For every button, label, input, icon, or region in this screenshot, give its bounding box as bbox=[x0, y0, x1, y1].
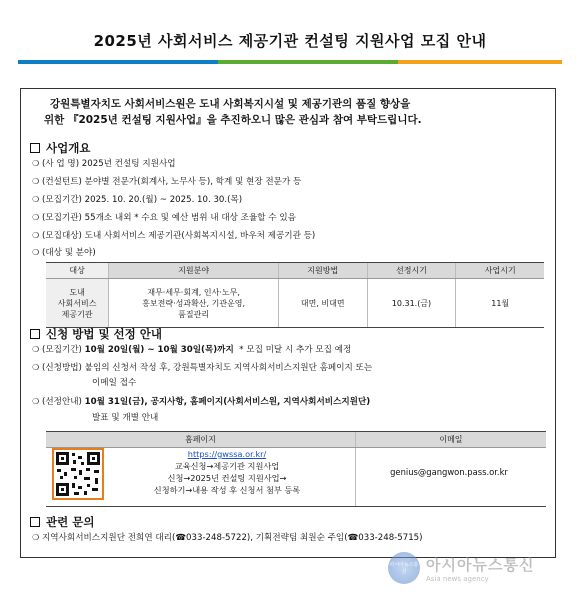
application-step: 신청하기→내용 작성 후 신청서 첨부 등록 bbox=[153, 485, 301, 495]
selection-cell: 10.31.(금) bbox=[367, 279, 456, 328]
homepage-info bbox=[112, 448, 342, 496]
table-header: 홈페이지 bbox=[46, 432, 355, 448]
bullet-icon: ❍ bbox=[32, 397, 40, 406]
bullet-icon: ❍ bbox=[32, 231, 40, 240]
qr-code-icon[interactable] bbox=[52, 448, 104, 500]
overview-item: ❍ (사 업 명) 2025년 컨설팅 지원사업 bbox=[32, 159, 176, 169]
bar-blue bbox=[18, 60, 218, 64]
application-step: 교육신청→제공기관 지원사업 bbox=[174, 461, 280, 471]
bar-orange bbox=[398, 60, 562, 64]
checkbox-square-icon bbox=[30, 143, 40, 153]
fields-cell: 재무·세무·회계, 인사·노무, 홍보전략·성과확산, 기관운영, 품질관리 bbox=[109, 279, 279, 328]
support-fields-table bbox=[46, 262, 544, 328]
overview-item: ❍ (모집대상) 도내 사회서비스 제공기관(사회복지시설, 바우처 제공기관 등) bbox=[32, 231, 316, 241]
period-cell: 11월 bbox=[456, 279, 544, 328]
watermark-name: 아시아뉴스통신 bbox=[426, 555, 535, 574]
table-header: 지원분야 bbox=[109, 263, 279, 279]
email-address[interactable]: genius@gangwon.pass.or.kr bbox=[390, 467, 508, 477]
title-underline-bar bbox=[18, 60, 562, 64]
page-title: 2025년 사회서비스 제공기관 컨설팅 지원사업 모집 안내 bbox=[93, 32, 487, 50]
overview-item: ❍ (모집기관) 55개소 내외 * 수요 및 예산 범위 내 대상 조율할 수 있음 bbox=[32, 213, 296, 223]
checkbox-square-icon bbox=[30, 329, 40, 339]
application-item-continued: 발표 및 개별 안내 bbox=[92, 413, 159, 423]
bullet-icon: ❍ bbox=[32, 159, 40, 168]
news-agency-seal-icon: 아시아뉴스통신 bbox=[388, 552, 420, 584]
bullet-icon: ❍ bbox=[32, 177, 40, 186]
inquiry-item: ❍ 지역사회서비스지원단 전희연 대리(☎033-248-5722), 기획전략팀 최원순 주임(☎033-248-5715) bbox=[32, 533, 423, 543]
intro-line-1: 강원특별자치도 사회서비스원은 도내 사회복지시설 및 제공기관의 품질 향상을 bbox=[50, 98, 411, 110]
intro-paragraph bbox=[44, 96, 544, 128]
table-header: 이메일 bbox=[355, 432, 546, 448]
table-header: 사업시기 bbox=[456, 263, 544, 279]
table-header: 선정시기 bbox=[367, 263, 456, 279]
application-item: ❍ (선정안내) 10월 31일(금), 공지사항, 홈페이지(사회서비스원, 지역사회서비스지원단) bbox=[32, 397, 371, 407]
method-cell: 대면, 비대면 bbox=[279, 279, 367, 328]
news-agency-watermark bbox=[388, 552, 534, 584]
section-inquiry-heading: 관련 문의 bbox=[30, 514, 94, 530]
watermark-sub: Asia news agency bbox=[426, 574, 489, 583]
bullet-icon: ❍ bbox=[32, 363, 40, 372]
application-item-continued: 이메일 접수 bbox=[92, 378, 137, 388]
table-header: 대상 bbox=[46, 263, 109, 279]
overview-item: ❍ (컨설턴트) 분야별 전문가(회계사, 노무사 등), 학계 및 현장 전문가 등 bbox=[32, 177, 302, 187]
section-application-heading: 신청 방법 및 선정 안내 bbox=[30, 326, 162, 342]
bullet-icon: ❍ bbox=[32, 248, 40, 257]
bar-green bbox=[218, 60, 398, 64]
checkbox-square-icon bbox=[30, 517, 40, 527]
bullet-icon: ❍ bbox=[32, 345, 40, 354]
table-row bbox=[46, 279, 544, 328]
application-step: 신청→2025년 컨설팅 지원사업→ bbox=[167, 473, 287, 483]
section-overview-heading: 사업개요 bbox=[30, 140, 90, 156]
application-item: ❍ (모집기간) 10월 20일(월) ~ 10월 30일(목)까지 * 모집 미달 시 추가 모집 예정 bbox=[32, 345, 352, 355]
overview-item: ❍ (모집기간) 2025. 10. 20.(월) ~ 2025. 10. 30.(목) bbox=[32, 195, 243, 205]
intro-line-2: 위한 『2025년 컨설팅 지원사업』을 추진하오니 많은 관심과 참여 부탁드립니다. bbox=[44, 114, 422, 126]
bullet-icon: ❍ bbox=[32, 533, 40, 542]
table-header: 지원방법 bbox=[279, 263, 367, 279]
application-item: ❍ (신청방법) 붙임의 신청서 작성 후, 강원특별자치도 지역사회서비스지원단 홈페이지 또는 bbox=[32, 363, 373, 373]
target-cell: 도내 사회서비스 제공기관 bbox=[46, 279, 109, 328]
overview-item: ❍ (대상 및 분야) bbox=[32, 248, 96, 258]
bullet-icon: ❍ bbox=[32, 195, 40, 204]
bullet-icon: ❍ bbox=[32, 213, 40, 222]
homepage-link[interactable]: https://gwssa.or.kr/ bbox=[187, 449, 267, 459]
